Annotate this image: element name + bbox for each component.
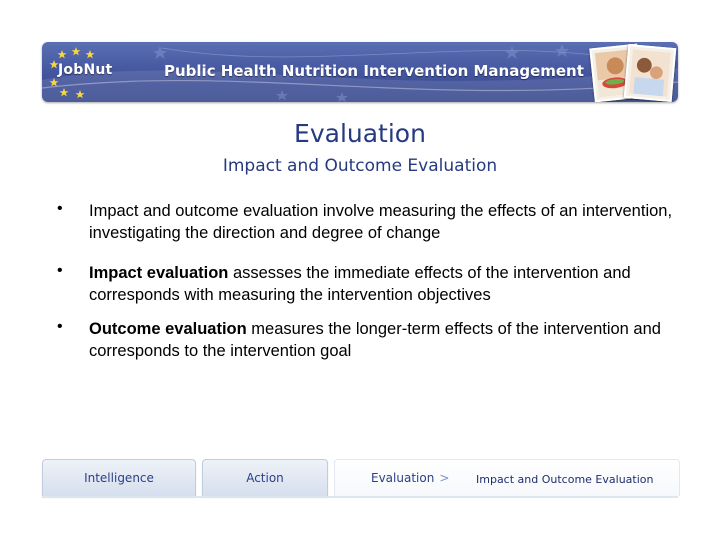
page-subtitle: Impact and Outcome Evaluation (222, 156, 498, 176)
tab-label: Intelligence (84, 471, 154, 485)
bullet-marker: • (57, 318, 63, 335)
logo-wordmark: JobNut (58, 62, 113, 78)
tab-action[interactable] (202, 459, 328, 497)
bullet-text (89, 262, 697, 306)
photo-family (624, 44, 677, 102)
bullet-item (57, 262, 697, 306)
chevron-right-icon: > (439, 471, 450, 485)
tab-intelligence[interactable] (42, 459, 196, 497)
bullet-text (89, 200, 697, 244)
bullet-body: measures the longer-term effects of the intervention and corresponds to the intervention goal (89, 320, 661, 360)
bullet-item (57, 318, 697, 362)
bullet-body: assesses the immediate effects of the intervention and corresponds with measuring the intervention objectives (89, 264, 631, 304)
bullet-text (89, 318, 697, 362)
nav-divider (42, 496, 678, 498)
tab-label-wrap (371, 471, 449, 485)
tab-label: Evaluation (371, 471, 435, 485)
bullet-marker: • (57, 262, 63, 279)
bullet-bold-term: Impact evaluation (89, 264, 229, 282)
bullet-bold-term: Outcome evaluation (89, 320, 247, 338)
banner-title: Public Health Nutrition Intervention Management (164, 62, 584, 80)
page-title: Evaluation (294, 119, 426, 148)
header-banner (42, 42, 678, 102)
tab-label: Action (246, 471, 284, 485)
breadcrumb: Impact and Outcome Evaluation (476, 473, 654, 486)
bullet-body: Impact and outcome evaluation involve measuring the effects of an intervention, investigating the direction and degree of change (89, 202, 673, 242)
bullet-marker: • (57, 200, 63, 217)
bullet-item (57, 200, 697, 244)
